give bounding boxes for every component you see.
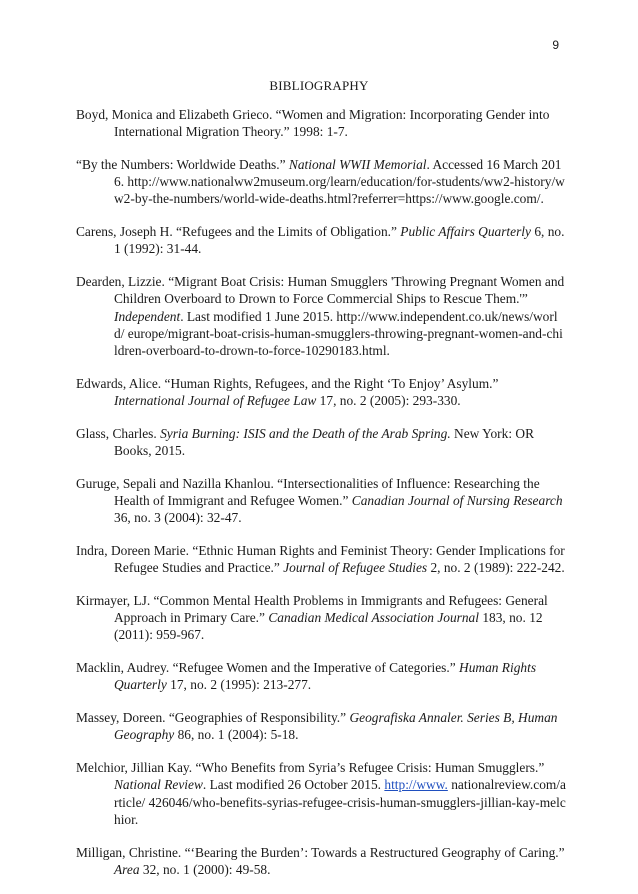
bibliography-entry <box>76 273 566 359</box>
entry-text: Massey, Doreen. “Geographies of Responsibility.” <box>76 710 350 726</box>
entry-source-title: Public Affairs Quarterly <box>400 224 531 240</box>
entry-text: Guruge, Sepali and Nazilla Khanlou. “Intersectionalities of Influence: Researching the Health of Immigrant and Refugee Women.” <box>76 475 540 509</box>
page-number: 9 <box>552 38 559 52</box>
entry-text: nationalreview.com/article/ 426046/who-benefits-syrias-refugee-crisis-human-smugglers-jillian-kay-melchior. <box>114 777 566 827</box>
entry-text: “By the Numbers: Worldwide Deaths.” <box>76 157 289 172</box>
entry-text: Indra, Doreen Marie. “Ethnic Human Rights and Feminist Theory: Gender Implications for Refugee Studies and Practice.” <box>76 543 565 576</box>
bibliography-entry <box>76 475 566 527</box>
bibliography-entry <box>76 542 566 576</box>
page-title: BIBLIOGRAPHY <box>269 78 369 93</box>
entry-source-title: Journal of Refugee Studies <box>283 560 428 576</box>
entry-source-title: International Journal of Refugee Law <box>114 393 317 409</box>
bibliography-entry <box>76 156 566 208</box>
bibliography-entry <box>76 592 566 644</box>
bibliography-entry <box>76 375 566 409</box>
entry-text: Kirmayer, LJ. “Common Mental Health Problems in Immigrants and Refugees: General Approach in Primary Care.” <box>76 593 548 626</box>
entry-source-title: National WWII Memorial <box>288 157 427 172</box>
entry-url-link[interactable]: http://www. <box>384 777 448 793</box>
entry-text: Edwards, Alice. “Human Rights, Refugees, and the Right ‘To Enjoy’ Asylum.” <box>76 375 499 391</box>
entry-text: 17, no. 2 (1995): 213-277. <box>166 677 312 693</box>
entry-text: Boyd, Monica and Elizabeth Grieco. “Women and Migration: Incorporating Gender into International Migration Theory.” 1998: 1-7. <box>76 107 550 140</box>
bibliography-entry <box>76 709 566 743</box>
entry-text: . Last modified 26 October 2015. <box>202 777 385 793</box>
bibliography-entry <box>76 759 566 828</box>
entry-source-title: Independent <box>114 308 181 324</box>
entry-source-title: Human Rights Quarterly <box>114 660 537 693</box>
entry-source-title: Area <box>114 861 140 877</box>
entry-text: Glass, Charles. <box>76 425 161 441</box>
entry-text: . Last modified 1 June 2015. http://www.independent.co.uk/news/world/ europe/migrant-boat-crisis-human-smugglers-throwing-pregnant-women-and-children-overboard-to-drown-to-force-10290183.html. <box>114 308 563 359</box>
entry-text: 86, no. 1 (2004): 5-18. <box>174 727 299 743</box>
bibliography-entry <box>76 425 566 459</box>
entry-text: . Accessed 16 March 2016. http://www.nationalww2museum.org/learn/education/for-students/ww2-history/ww2-by-the-numbers/world-wide-deaths.html?referrer=https://www.google.com/. <box>114 157 565 207</box>
entry-text: Melchior, Jillian Kay. “Who Benefits from Syria’s Refugee Crisis: Human Smugglers.” <box>76 760 545 776</box>
entry-source-title: Canadian Journal of Nursing Research <box>351 493 563 509</box>
entry-text: 36, no. 3 (2004): 32-47. <box>114 510 242 526</box>
entry-source-title: Syria Burning: ISIS and the Death of the Arab Spring. <box>160 425 451 441</box>
bibliography-entry <box>76 223 566 257</box>
entry-text: 6, no. 1 (1992): 31-44. <box>114 224 565 257</box>
bibliography-list <box>76 106 566 894</box>
bibliography-entry <box>76 844 566 878</box>
entry-text: Dearden, Lizzie. “Migrant Boat Crisis: Human Smugglers 'Throwing Pregnant Women and Children Overboard to Drown to Force Commercial Ships to Rescue Them.'” <box>76 274 565 307</box>
entry-text: 2, no. 2 (1989): 222-242. <box>427 560 565 576</box>
entry-text: Milligan, Christine. “‘Bearing the Burden’: Towards a Restructured Geography of Caring.” <box>76 844 565 860</box>
entry-text: 183, no. 12 (2011): 959-967. <box>114 610 543 643</box>
entry-source-title: National Review <box>114 777 203 793</box>
bibliography-entry <box>76 106 566 140</box>
bibliography-entry <box>76 659 566 693</box>
entry-text: New York: OR Books, 2015. <box>114 425 535 459</box>
entry-source-title: Canadian Medical Association Journal <box>268 610 479 626</box>
entry-source-title: Geografiska Annaler. Series B, Human Geography <box>114 710 558 743</box>
entry-text: Carens, Joseph H. “Refugees and the Limits of Obligation.” <box>76 224 401 240</box>
entry-text: 17, no. 2 (2005): 293-330. <box>316 393 461 409</box>
entry-text: 32, no. 1 (2000): 49-58. <box>139 861 271 877</box>
entry-text: Macklin, Audrey. “Refugee Women and the Imperative of Categories.” <box>76 660 460 676</box>
